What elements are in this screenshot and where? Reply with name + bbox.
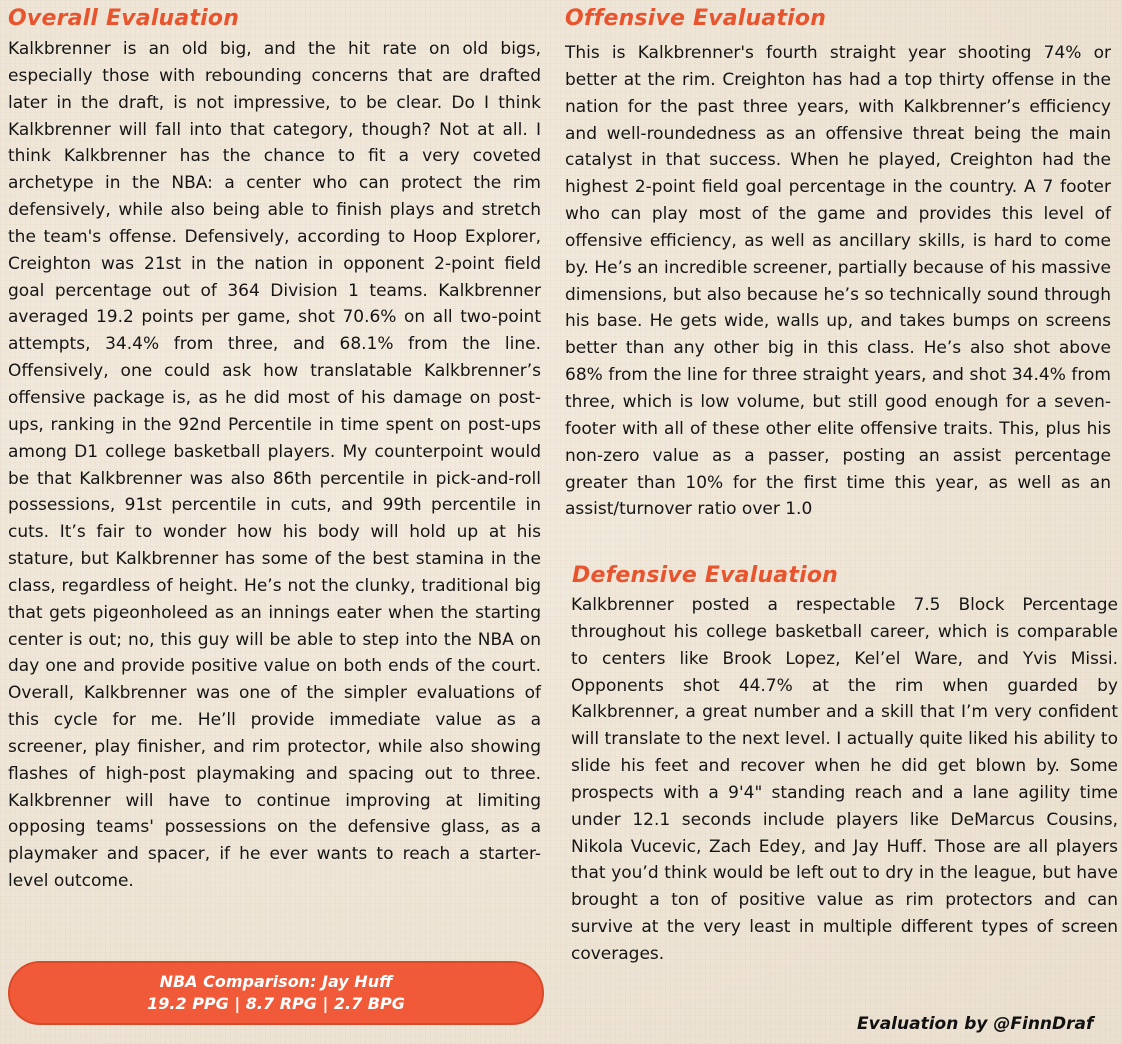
nba-comparison-label: NBA Comparison: Jay Huff	[159, 972, 393, 991]
defensive-evaluation-text: Kalkbrenner posted a respectable 7.5 Block Percentage throughout his college basketball career, which is comparable to centers like Brook Lopez, Kel’el Ware, and Yvis Missi. Opponents shot 44.7% at the rim when guarded by Kalkbrenner, a great number and a skill that I’m very confident will translate to the next level. I actually quite liked his ability to slide his feet and recover when he did get blown by. Some prospects with a 9'4" standing reach and a lane agility time under 12.1 seconds include players like DeMarcus Cousins, Nikola Vucevic, Zach Edey, and Jay Huff. Those are all players that you’d think would be left out to dry in the league, but have brought a ton of positive value as rim protectors and can survive at the very least in multiple different types of screen coverages.	[571, 595, 1118, 964]
nba-comparison-stats: 19.2 PPG | 8.7 RPG | 2.7 BPG	[147, 994, 405, 1013]
offensive-evaluation-text: This is Kalkbrenner's fourth straight year shooting 74% or better at the rim. Creighton has had a top thirty offense in the nation for the past three years, with Kalkbrenner’s efficiency and well-roundedness as an offensive threat being the main catalyst in that success. When he played, Creighton had the highest 2-point field goal percentage in the country. A 7 footer who can play most of the game and provides this level of offensive efficiency, as well as ancillary skills, is hard to come by. He’s an incredible screener, partially because of his massive dimensions, but also because he’s so technically sound through his base. He gets wide, walls up, and takes bumps on screens better than any other big in this class. He’s also shot above 68% from the line for three straight years, and shot 34.4% from three, which is low volume, but still good enough for a seven-footer with all of these other elite offensive traits. This, plus his non-zero value as a passer, posting an assist percentage greater than 10% for the first time this year, as well as an assist/turnover ratio over 1.0	[565, 43, 1111, 520]
overall-evaluation-text: Kalkbrenner is an old big, and the hit rate on old bigs, especially those with rebounding concerns that are drafted later in the draft, is not impressive, to be clear. Do I think Kalkbrenner will fall into that category, though? Not at all. I think Kalkbrenner has the chance to fit a very coveted archetype in the NBA: a center who can protect the rim defensively, while also being able to finish plays and stretch the team's offense. Defensively, according to Hoop Explorer, Creighton was 21st in the nation in opponent 2-point field goal percentage out of 364 Division 1 teams. Kalkbrenner averaged 19.2 points per game, shot 70.6% on all two-point attempts, 34.4% from three, and 68.1% from the line. Offensively, one could ask how translatable Kalkbrenner’s offensive package is, as he did most of his damage on post-ups, ranking in the 92nd Percentile in time spent on post-ups among D1 college basketball players. My counterpoint would be that Kalkbrenner was also 86th percentile in pick-and-roll possessions, 91st percentile in cuts, and 99th percentile in cuts. It’s fair to wonder how his body will hold up at his stature, but Kalkbrenner has some of the best stamina in the class, regardless of height. He’s not the clunky, traditional big that gets pigeonholeed as an innings eater when the starting center is out; no, this guy will be able to step into the NBA on day one and provide positive value on both ends of the court. Overall, Kalkbrenner was one of the simpler evaluations of this cycle for me. He’ll provide immediate value as a screener, play finisher, and rim protector, while also showing flashes of high-post playmaking and spacing out to three. Kalkbrenner will have to continue improving at limiting opposing teams' possessions on the defensive glass, as a playmaker and spacer, if he ever wants to reach a starter-level outcome.	[8, 39, 541, 892]
defensive-evaluation-heading: Defensive Evaluation	[572, 563, 838, 588]
author-credit: Evaluation by @FinnDraf	[857, 1014, 1094, 1034]
overall-evaluation-heading: Overall Evaluation	[8, 6, 240, 31]
offensive-evaluation-heading: Offensive Evaluation	[565, 6, 827, 31]
nba-comparison-badge	[8, 961, 544, 1025]
